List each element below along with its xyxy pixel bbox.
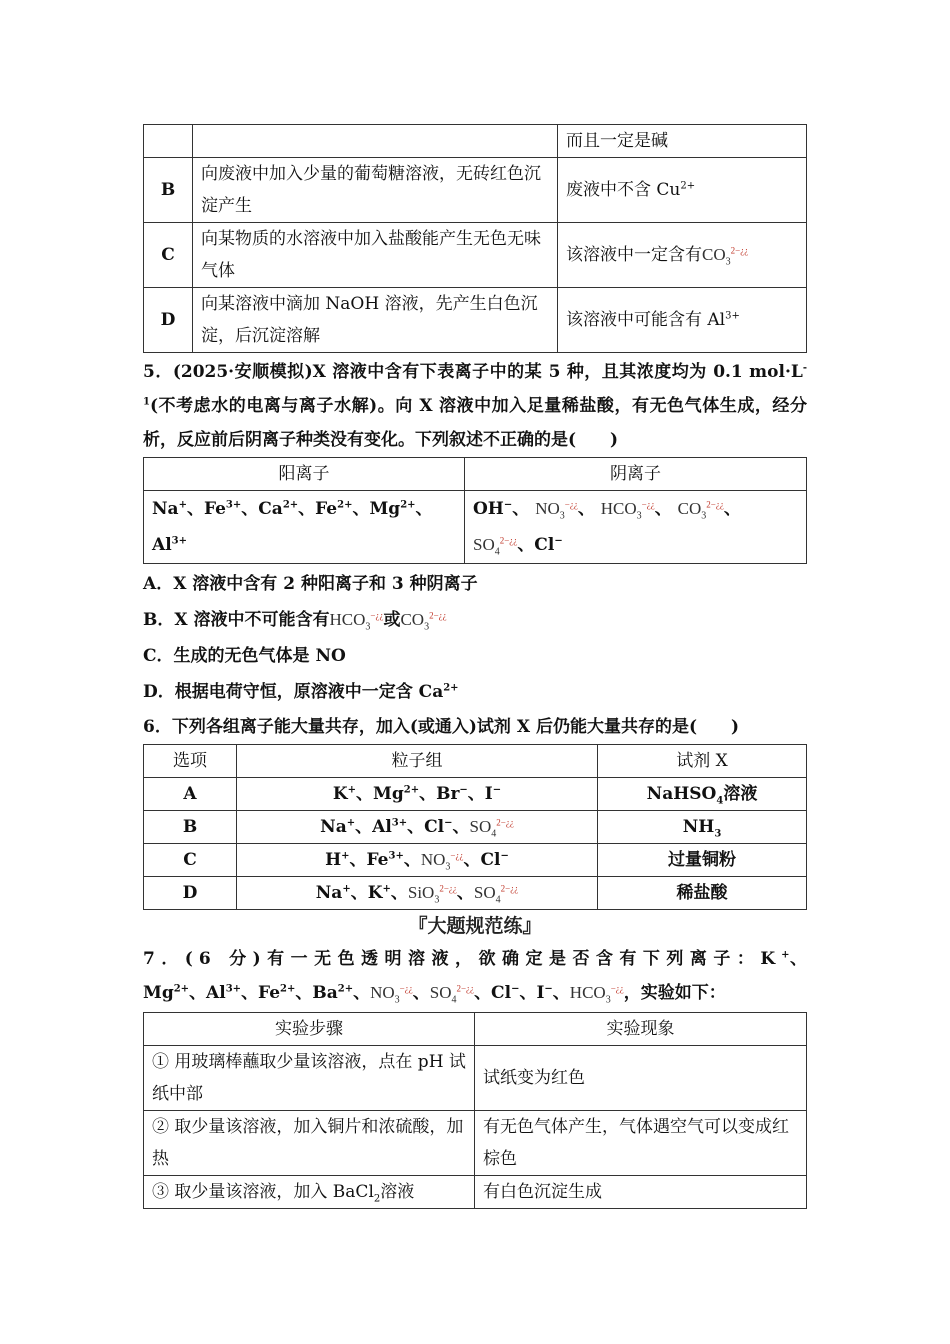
experiment-table-q7	[143, 1012, 807, 1209]
conclusion-cell: 该溶液中可能含有 $Al^{3+}$	[558, 288, 807, 353]
header-result: 实验现象	[475, 1013, 807, 1046]
particle-group: Na+、K+、SiO$_3^{2-¿¿}$、$SO_4^{2-¿¿}$	[237, 877, 598, 910]
question-5-stem: 5．(2025·安顺模拟)X 溶液中含有下表离子中的某 5 种，且其浓度均为 0.1 $mol\cdot L^{-1}$(不考虑水的电离与离子水解)。向 X 溶液中加入足量稀盐酸，有无色气体生成，经分析，反应前后阴离子种类没有变化。下列叙述不正确的是( )	[143, 362, 807, 450]
option-a[interactable]: A．X 溶液中含有 2 种阳离子和 3 种阴离子	[143, 574, 478, 594]
result-cell: 有无色气体产生，气体遇空气可以变成红棕色	[475, 1111, 807, 1176]
step-cell: ③ 取少量该溶液，加入 BaCl$_2$溶液	[144, 1176, 475, 1209]
experiment-table-q4	[143, 124, 807, 353]
option-label: A	[144, 778, 237, 811]
header-particles: 粒子组	[237, 745, 598, 778]
table-row	[144, 491, 807, 564]
option-label: D	[144, 877, 237, 910]
option-d[interactable]: D．根据电荷守恒，原溶液中一定含 $Ca^{2+}$	[143, 682, 459, 702]
conclusion-cell: 而且一定是碱	[558, 125, 807, 158]
table-row	[144, 288, 807, 353]
method-cell	[193, 125, 558, 158]
method-cell: 向某溶液中滴加 NaOH 溶液，先产生白色沉淀，后沉淀溶解	[193, 288, 558, 353]
step-cell: ① 用玻璃棒蘸取少量该溶液，点在 pH 试纸中部	[144, 1046, 475, 1111]
table-row	[144, 1013, 807, 1046]
option-label: B	[144, 158, 193, 223]
result-cell: 试纸变为红色	[475, 1046, 807, 1111]
question-6-stem: 6．下列各组离子能大量共存，加入(或通入)试剂 X 后仍能大量共存的是( )	[143, 717, 740, 737]
table-row	[144, 1111, 807, 1176]
option-label: B	[144, 811, 237, 844]
anion-list: OH−、 $NO_3^{-¿¿}$、 $HCO_3^{-¿¿}$、 $CO_3^{2-¿¿}$、 $SO_4^{2-¿¿}$、Cl−	[465, 491, 807, 564]
header-option: 选项	[144, 745, 237, 778]
method-cell: 向某物质的水溶液中加入盐酸能产生无色无味气体	[193, 223, 558, 288]
result-cell: 有白色沉淀生成	[475, 1176, 807, 1209]
particle-group: K+、$Mg^{2+}$、Br−、I−	[237, 778, 598, 811]
option-b[interactable]: B．X 溶液中不可能含有$HCO_3^{-¿¿}$或$CO_3^{2-¿¿}$	[143, 610, 447, 633]
table-row	[144, 778, 807, 811]
header-cation: 阳离子	[144, 458, 465, 491]
table-row	[144, 458, 807, 491]
table-row	[144, 1046, 807, 1111]
option-label: C	[144, 844, 237, 877]
cation-list: Na+、$Fe^{3+}$、$Ca^{2+}$、$Fe^{2+}$、$Mg^{2+}$、$Al^{3+}$	[144, 491, 465, 564]
step-cell: ② 取少量该溶液，加入铜片和浓硫酸，加热	[144, 1111, 475, 1176]
conclusion-cell: 废液中不含 $Cu^{2+}$	[558, 158, 807, 223]
option-label: D	[144, 288, 193, 353]
ion-table-q6	[143, 744, 807, 910]
table-row	[144, 158, 807, 223]
particle-group: Na+、$Al^{3+}$、Cl−、$SO_4^{2-¿¿}$	[237, 811, 598, 844]
option-label: C	[144, 223, 193, 288]
section-banner: 『大题规范练』	[408, 915, 542, 937]
table-row	[144, 745, 807, 778]
table-row	[144, 811, 807, 844]
particle-group: H+、$Fe^{3+}$、$NO_3^{-¿¿}$、Cl−	[237, 844, 598, 877]
ion-table-q5	[143, 457, 807, 564]
header-reagent: 试剂 X	[598, 745, 807, 778]
question-7-stem: 7．(6 分)有一无色透明溶液，欲确定是否含有下列离子：K+、$Mg^{2+}$、$Al^{3+}$、$Fe^{2+}$、$Ba^{2+}$、$NO_3^{-¿¿}$、$SO_4^{2-¿¿}$、Cl−、I−、$HCO_3^{-¿¿}$，实验如下：	[143, 949, 808, 1006]
reagent-cell: 稀盐酸	[598, 877, 807, 910]
carbonate-formula: $CO_3^{2-¿¿}$	[702, 245, 749, 268]
option-label	[144, 125, 193, 158]
reagent-cell: NaHSO$_4$溶液	[598, 778, 807, 811]
option-c[interactable]: C．生成的无色气体是 NO	[143, 646, 346, 666]
conclusion-cell: 该溶液中一定含有$CO_3^{2-¿¿}$	[558, 223, 807, 288]
table-row	[144, 877, 807, 910]
reagent-cell: 过量铜粉	[598, 844, 807, 877]
reagent-cell: $NH_3$	[598, 811, 807, 844]
table-row	[144, 844, 807, 877]
table-row	[144, 223, 807, 288]
page-content	[143, 124, 807, 1209]
header-anion: 阴离子	[465, 458, 807, 491]
method-cell: 向废液中加入少量的葡萄糖溶液，无砖红色沉淀产生	[193, 158, 558, 223]
table-row	[144, 125, 807, 158]
table-row	[144, 1176, 807, 1209]
header-step: 实验步骤	[144, 1013, 475, 1046]
